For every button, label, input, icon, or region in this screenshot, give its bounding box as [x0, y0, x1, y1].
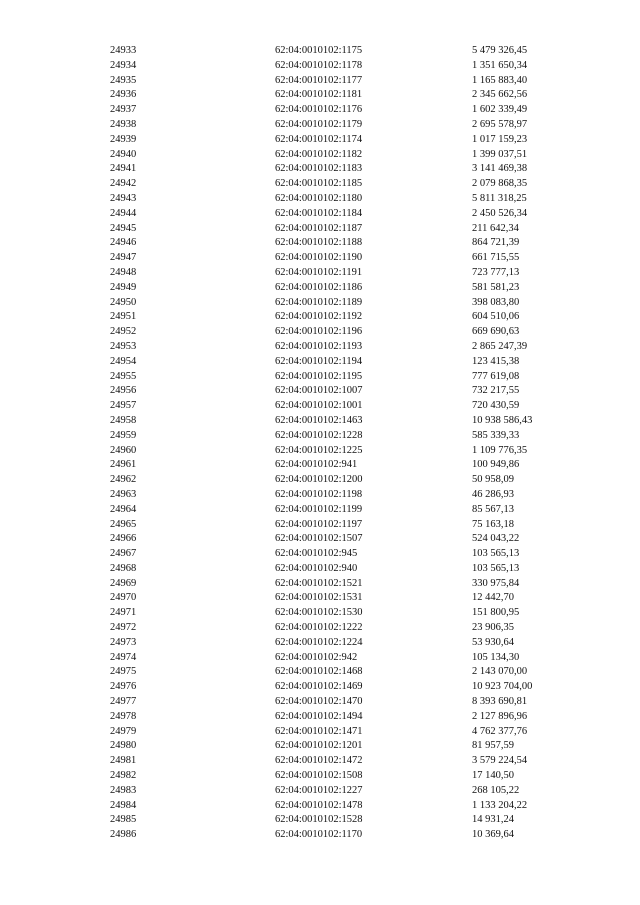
cadastral-value: 12 442,70: [472, 592, 514, 604]
table-row: [0, 621, 640, 636]
cadastral-value: 2 345 662,56: [472, 89, 528, 101]
row-number: 24955: [110, 370, 137, 382]
cadastral-number: 62:04:0010102:1227: [275, 784, 363, 796]
table-row: [0, 725, 640, 740]
table-row: [0, 532, 640, 547]
table-row: [0, 266, 640, 281]
table-row: [0, 296, 640, 311]
cadastral-number: 62:04:0010102:1176: [275, 104, 363, 116]
row-number: 24976: [110, 681, 137, 693]
cadastral-value: 2 695 578,97: [472, 118, 528, 130]
table-row: [0, 577, 640, 592]
cadastral-value: 1 602 339,49: [472, 104, 528, 116]
table-row: [0, 162, 640, 177]
row-number: 24938: [110, 118, 137, 130]
table-row: [0, 236, 640, 251]
row-number: 24965: [110, 518, 137, 530]
row-number: 24954: [110, 355, 137, 367]
row-number: 24966: [110, 533, 137, 545]
cadastral-value: 723 777,13: [472, 266, 520, 278]
cadastral-value: 330 975,84: [472, 577, 520, 589]
cadastral-value: 103 565,13: [472, 562, 520, 574]
row-number: 24942: [110, 178, 137, 190]
row-number: 24978: [110, 710, 137, 722]
row-number: 24980: [110, 740, 137, 752]
cadastral-value: 103 565,13: [472, 548, 520, 560]
row-number: 24979: [110, 725, 137, 737]
cadastral-value: 864 721,39: [472, 237, 520, 249]
row-number: 24937: [110, 104, 137, 116]
row-number: 24982: [110, 770, 137, 782]
cadastral-number: 62:04:0010102:1190: [275, 252, 363, 264]
cadastral-value: 23 906,35: [472, 622, 514, 634]
table-row: [0, 695, 640, 710]
cadastral-value: 581 581,23: [472, 281, 520, 293]
row-number: 24974: [110, 651, 137, 663]
row-number: 24963: [110, 488, 137, 500]
cadastral-value: 777 619,08: [472, 370, 520, 382]
table-row: [0, 754, 640, 769]
table-row: [0, 458, 640, 473]
table-row: [0, 547, 640, 562]
cadastral-number: 62:04:0010102:945: [275, 548, 358, 560]
row-number: 24967: [110, 548, 137, 560]
table-row: [0, 813, 640, 828]
row-number: 24941: [110, 163, 137, 175]
table-row: [0, 665, 640, 680]
cadastral-number: 62:04:0010102:1470: [275, 696, 363, 708]
cadastral-value: 81 957,59: [472, 740, 514, 752]
cadastral-number: 62:04:0010102:1530: [275, 607, 363, 619]
cadastral-number: 62:04:0010102:1183: [275, 163, 363, 175]
cadastral-number: 62:04:0010102:1186: [275, 281, 363, 293]
row-number: 24985: [110, 814, 137, 826]
cadastral-number: 62:04:0010102:1185: [275, 178, 363, 190]
table-row: [0, 680, 640, 695]
cadastral-number: 62:04:0010102:1189: [275, 296, 363, 308]
row-number: 24959: [110, 429, 137, 441]
cadastral-value: 268 105,22: [472, 784, 520, 796]
row-number: 24986: [110, 829, 137, 841]
cadastral-number: 62:04:0010102:941: [275, 459, 358, 471]
cadastral-number: 62:04:0010102:1469: [275, 681, 363, 693]
cadastral-number: 62:04:0010102:1193: [275, 340, 363, 352]
table-row: [0, 606, 640, 621]
cadastral-number: 62:04:0010102:1188: [275, 237, 363, 249]
row-number: 24934: [110, 59, 137, 71]
table-row: [0, 429, 640, 444]
cadastral-number: 62:04:0010102:1194: [275, 355, 363, 367]
cadastral-value: 2 143 070,00: [472, 666, 528, 678]
table-row: [0, 399, 640, 414]
data-table: [0, 44, 640, 843]
cadastral-value: 2 127 896,96: [472, 710, 528, 722]
cadastral-value: 46 286,93: [472, 488, 514, 500]
cadastral-number: 62:04:0010102:1472: [275, 755, 363, 767]
row-number: 24950: [110, 296, 137, 308]
row-number: 24968: [110, 562, 137, 574]
row-number: 24964: [110, 503, 137, 515]
cadastral-value: 17 140,50: [472, 770, 514, 782]
cadastral-number: 62:04:0010102:1531: [275, 592, 363, 604]
cadastral-value: 732 217,55: [472, 385, 520, 397]
table-row: [0, 769, 640, 784]
row-number: 24969: [110, 577, 137, 589]
table-row: [0, 340, 640, 355]
row-number: 24935: [110, 74, 137, 86]
row-number: 24972: [110, 622, 137, 634]
table-row: [0, 562, 640, 577]
row-number: 24975: [110, 666, 137, 678]
row-number: 24943: [110, 192, 137, 204]
row-number: 24961: [110, 459, 137, 471]
cadastral-number: 62:04:0010102:1177: [275, 74, 363, 86]
cadastral-value: 585 339,33: [472, 429, 520, 441]
cadastral-value: 211 642,34: [472, 222, 519, 234]
cadastral-number: 62:04:0010102:1175: [275, 45, 363, 56]
cadastral-number: 62:04:0010102:1521: [275, 577, 363, 589]
row-number: 24945: [110, 222, 137, 234]
cadastral-value: 3 141 469,38: [472, 163, 528, 175]
table-row: [0, 739, 640, 754]
table-row: [0, 636, 640, 651]
table-row: [0, 503, 640, 518]
table-row: [0, 74, 640, 89]
cadastral-number: 62:04:0010102:1471: [275, 725, 363, 737]
cadastral-value: 50 958,09: [472, 474, 514, 486]
cadastral-number: 62:04:0010102:1199: [275, 503, 363, 515]
cadastral-value: 661 715,55: [472, 252, 520, 264]
cadastral-value: 14 931,24: [472, 814, 514, 826]
cadastral-number: 62:04:0010102:1181: [275, 89, 363, 101]
cadastral-number: 62:04:0010102:1197: [275, 518, 363, 530]
cadastral-number: 62:04:0010102:1195: [275, 370, 363, 382]
row-number: 24953: [110, 340, 137, 352]
cadastral-value: 75 163,18: [472, 518, 514, 530]
cadastral-number: 62:04:0010102:1201: [275, 740, 363, 752]
row-number: 24951: [110, 311, 137, 323]
cadastral-value: 10 923 704,00: [472, 681, 533, 693]
cadastral-value: 5 479 326,45: [472, 45, 528, 56]
row-number: 24952: [110, 326, 137, 338]
cadastral-number: 62:04:0010102:940: [275, 562, 358, 574]
cadastral-number: 62:04:0010102:1463: [275, 414, 363, 426]
table-row: [0, 710, 640, 725]
cadastral-value: 1 017 159,23: [472, 133, 528, 145]
cadastral-value: 720 430,59: [472, 400, 520, 412]
cadastral-value: 100 949,86: [472, 459, 520, 471]
table-row: [0, 473, 640, 488]
table-row: [0, 44, 640, 59]
cadastral-number: 62:04:0010102:942: [275, 651, 358, 663]
cadastral-value: 669 690,63: [472, 326, 520, 338]
table-row: [0, 370, 640, 385]
table-row: [0, 799, 640, 814]
cadastral-number: 62:04:0010102:1180: [275, 192, 363, 204]
cadastral-number: 62:04:0010102:1192: [275, 311, 363, 323]
table-row: [0, 591, 640, 606]
table-row: [0, 88, 640, 103]
cadastral-number: 62:04:0010102:1174: [275, 133, 363, 145]
row-number: 24958: [110, 414, 137, 426]
row-number: 24936: [110, 89, 137, 101]
cadastral-value: 1 133 204,22: [472, 799, 528, 811]
table-row: [0, 384, 640, 399]
row-number: 24933: [110, 45, 137, 56]
table-row: [0, 518, 640, 533]
cadastral-number: 62:04:0010102:1225: [275, 444, 363, 456]
cadastral-value: 3 579 224,54: [472, 755, 528, 767]
cadastral-number: 62:04:0010102:1228: [275, 429, 363, 441]
table-row: [0, 310, 640, 325]
cadastral-value: 524 043,22: [472, 533, 520, 545]
cadastral-number: 62:04:0010102:1187: [275, 222, 363, 234]
table-row: [0, 118, 640, 133]
table-row: [0, 251, 640, 266]
cadastral-value: 604 510,06: [472, 311, 520, 323]
cadastral-value: 10 369,64: [472, 829, 514, 841]
cadastral-value: 105 134,30: [472, 651, 520, 663]
cadastral-value: 151 800,95: [472, 607, 520, 619]
cadastral-value: 8 393 690,81: [472, 696, 528, 708]
table-row: [0, 133, 640, 148]
cadastral-number: 62:04:0010102:1007: [275, 385, 363, 397]
cadastral-value: 85 567,13: [472, 503, 514, 515]
table-row: [0, 207, 640, 222]
cadastral-number: 62:04:0010102:1494: [275, 710, 363, 722]
cadastral-value: 10 938 586,43: [472, 414, 533, 426]
row-number: 24957: [110, 400, 137, 412]
cadastral-number: 62:04:0010102:1170: [275, 829, 363, 841]
cadastral-value: 1 109 776,35: [472, 444, 528, 456]
row-number: 24970: [110, 592, 137, 604]
row-number: 24956: [110, 385, 137, 397]
cadastral-value: 1 165 883,40: [472, 74, 528, 86]
row-number: 24984: [110, 799, 137, 811]
table-row: [0, 784, 640, 799]
cadastral-number: 62:04:0010102:1478: [275, 799, 363, 811]
cadastral-value: 2 079 868,35: [472, 178, 528, 190]
row-number: 24971: [110, 607, 137, 619]
table-row: [0, 103, 640, 118]
table-row: [0, 651, 640, 666]
cadastral-value: 2 450 526,34: [472, 207, 528, 219]
cadastral-number: 62:04:0010102:1508: [275, 770, 363, 782]
cadastral-number: 62:04:0010102:1222: [275, 622, 363, 634]
row-number: 24939: [110, 133, 137, 145]
cadastral-number: 62:04:0010102:1191: [275, 266, 363, 278]
row-number: 24944: [110, 207, 137, 219]
cadastral-value: 53 930,64: [472, 636, 514, 648]
table-row: [0, 59, 640, 74]
table-row: [0, 222, 640, 237]
cadastral-number: 62:04:0010102:1528: [275, 814, 363, 826]
table-row: [0, 414, 640, 429]
cadastral-value: 4 762 377,76: [472, 725, 528, 737]
row-number: 24947: [110, 252, 137, 264]
cadastral-number: 62:04:0010102:1178: [275, 59, 363, 71]
table-row: [0, 148, 640, 163]
cadastral-value: 1 399 037,51: [472, 148, 528, 160]
cadastral-value: 2 865 247,39: [472, 340, 528, 352]
cadastral-value: 5 811 318,25: [472, 192, 527, 204]
cadastral-number: 62:04:0010102:1200: [275, 474, 363, 486]
cadastral-number: 62:04:0010102:1468: [275, 666, 363, 678]
table-row: [0, 192, 640, 207]
cadastral-number: 62:04:0010102:1001: [275, 400, 363, 412]
table-row: [0, 488, 640, 503]
cadastral-number: 62:04:0010102:1198: [275, 488, 363, 500]
table-row: [0, 281, 640, 296]
cadastral-number: 62:04:0010102:1224: [275, 636, 363, 648]
table-row: [0, 325, 640, 340]
cadastral-value: 398 083,80: [472, 296, 520, 308]
row-number: 24977: [110, 696, 137, 708]
row-number: 24960: [110, 444, 137, 456]
table-row: [0, 177, 640, 192]
cadastral-value: 1 351 650,34: [472, 59, 528, 71]
table-row: [0, 828, 640, 843]
cadastral-number: 62:04:0010102:1179: [275, 118, 363, 130]
cadastral-number: 62:04:0010102:1184: [275, 207, 363, 219]
cadastral-number: 62:04:0010102:1182: [275, 148, 363, 160]
row-number: 24973: [110, 636, 137, 648]
row-number: 24948: [110, 266, 137, 278]
cadastral-number: 62:04:0010102:1196: [275, 326, 363, 338]
table-row: [0, 444, 640, 459]
row-number: 24946: [110, 237, 137, 249]
row-number: 24981: [110, 755, 137, 767]
table-row: [0, 355, 640, 370]
row-number: 24983: [110, 784, 137, 796]
row-number: 24949: [110, 281, 137, 293]
cadastral-number: 62:04:0010102:1507: [275, 533, 363, 545]
row-number: 24940: [110, 148, 137, 160]
cadastral-value: 123 415,38: [472, 355, 520, 367]
row-number: 24962: [110, 474, 137, 486]
